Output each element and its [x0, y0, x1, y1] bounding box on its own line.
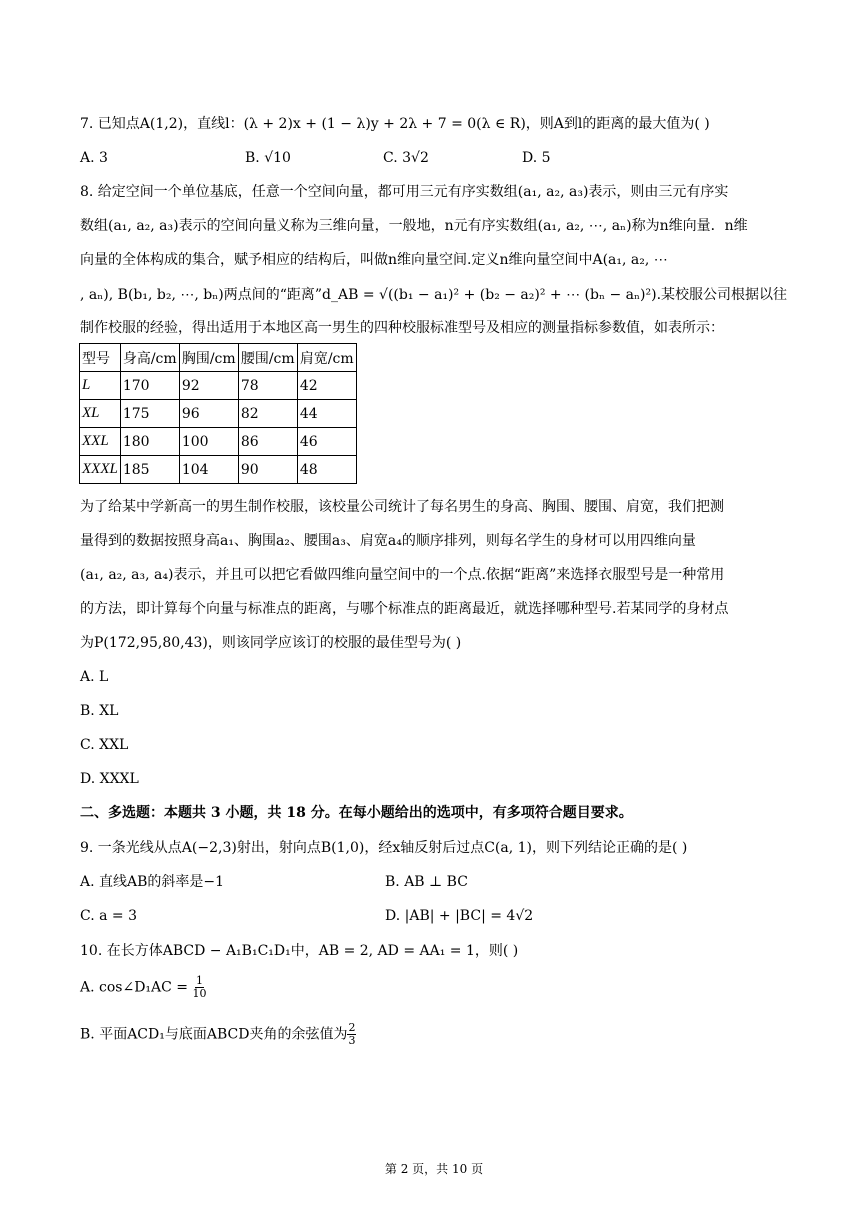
table-row	[80, 372, 357, 400]
q10-option-b	[80, 1022, 356, 1047]
q7-option-c: C. 3√2	[383, 150, 429, 166]
q8-option-c: C. XXL	[80, 737, 129, 753]
q8-after-4: 的方法，即计算每个向量与标准点的距离，与哪个标准点的距离最近，就选择哪种型号.若某同学的身材点	[80, 601, 729, 617]
table-cell: 44	[297, 400, 356, 428]
table-cell: 170	[120, 372, 179, 400]
q7-option-a: A. 3	[80, 150, 108, 166]
table-cell: 96	[179, 400, 238, 428]
table-header: 肩宽/cm	[297, 344, 356, 372]
q8-line-5: 制作校服的经验，得出适用于本地区高一男生的四种校服标准型号及相应的测量指标参数值，如表所示：	[80, 320, 724, 336]
table-cell: 100	[179, 428, 238, 456]
table-header: 身高/cm	[120, 344, 179, 372]
q9-stem: 9. 一条光线从点A(−2,3)射出，射向点B(1,0)，经x轴反射后过点C(a, 1)，则下列结论正确的是( )	[80, 840, 688, 856]
q7-option-d: D. 5	[522, 150, 551, 166]
fraction-numerator: 1	[196, 974, 203, 987]
table-cell: 48	[297, 456, 356, 484]
q9-option-b: B. AB ⊥ BC	[385, 874, 468, 890]
section-heading: 二、多选题：本题共 3 小题，共 18 分。在每小题给出的选项中，有多项符合题目要求。	[80, 805, 633, 821]
table-cell: 86	[238, 428, 297, 456]
q9-option-a: A. 直线AB的斜率是−1	[80, 874, 225, 890]
table-header: 胸围/cm	[179, 344, 238, 372]
table-cell: 90	[238, 456, 297, 484]
table-header: 腰围/cm	[238, 344, 297, 372]
q8-after-5: 为P(172,95,80,43)，则该同学应该订的校服的最佳型号为( )	[80, 635, 462, 651]
q10-option-b-text: B. 平面ACD₁与底面ABCD夹角的余弦值为	[80, 1026, 348, 1043]
table-cell: 175	[120, 400, 179, 428]
q8-option-a: A. L	[80, 669, 109, 685]
table-row	[80, 456, 357, 484]
table-cell: 78	[238, 372, 297, 400]
fraction-denominator: 3	[348, 1034, 356, 1047]
table-cell: XXXL	[80, 456, 121, 484]
table-cell: 180	[120, 428, 179, 456]
q10-stem: 10. 在长方体ABCD − A₁B₁C₁D₁中，AB = 2, AD = AA₁ = 1，则( )	[80, 943, 519, 959]
table-cell: 82	[238, 400, 297, 428]
size-table	[79, 343, 357, 484]
q8-line-3: 向量的全体构成的集合，赋予相应的结构后，叫做n维向量空间.定义n维向量空间中A(a₁, a₂, ⋯	[80, 252, 668, 268]
table-cell: XXL	[80, 428, 121, 456]
fraction-numerator: 2	[348, 1021, 356, 1034]
page-footer: 第 2 页，共 10 页	[384, 1162, 484, 1176]
q10-option-a-text: A. cos∠D₁AC =	[80, 979, 193, 996]
q8-line-1: 8. 给定空间一个单位基底，任意一个空间向量，都可用三元有序实数组(a₁, a₂, a₃)表示，则由三元有序实	[80, 184, 729, 200]
q8-after-3: (a₁, a₂, a₃, a₄)表示，并且可以把它看做四维向量空间中的一个点.依据“距离”来选择衣服型号是一种常用	[80, 567, 725, 583]
table-cell: 42	[297, 372, 356, 400]
table-cell: 92	[179, 372, 238, 400]
q8-after-2: 量得到的数据按照身高a₁、胸围a₂、腰围a₃、肩宽a₄的顺序排列，则每名学生的身材可以用四维向量	[80, 533, 696, 549]
table-header: 型号	[80, 344, 121, 372]
q7-option-b: B. √10	[245, 150, 291, 166]
q10-option-a	[80, 975, 207, 1000]
q8-after-1: 为了给某中学新高一的男生制作校服，该校量公司统计了每名男生的身高、胸围、腰围、肩宽，我们把测	[80, 499, 724, 515]
fraction-denominator: 10	[192, 987, 207, 1000]
q8-option-d: D. XXXL	[80, 771, 139, 787]
table-cell: 104	[179, 456, 238, 484]
table-row	[80, 400, 357, 428]
q9-option-c: C. a = 3	[80, 908, 137, 924]
fraction	[193, 975, 207, 1000]
q8-option-b: B. XL	[80, 703, 119, 719]
table-cell: 185	[120, 456, 179, 484]
table-cell: 46	[297, 428, 356, 456]
q7-stem: 7. 已知点A(1,2)，直线l：(λ + 2)x + (1 − λ)y + 2λ + 7 = 0(λ ∈ R)，则A到l的距离的最大值为( )	[80, 116, 710, 132]
fraction	[347, 1022, 356, 1047]
table-cell: L	[80, 372, 121, 400]
q8-line-2: 数组(a₁, a₂, a₃)表示的空间向量义称为三维向量，一般地，n元有序实数组(a₁, a₂, ⋯, aₙ)称为n维向量．n维	[80, 218, 748, 234]
table-header-row	[80, 344, 357, 372]
q9-option-d: D. |AB| + |BC| = 4√2	[385, 908, 534, 924]
table-row	[80, 428, 357, 456]
q8-line-4: , aₙ), B(b₁, b₂, ⋯, bₙ)两点间的“距离”d_AB = √((b₁ − a₁)² + (b₂ − a₂)² + ⋯ (bₙ − aₙ)²).某校服公司根据以往	[80, 287, 788, 303]
table-cell: XL	[80, 400, 121, 428]
